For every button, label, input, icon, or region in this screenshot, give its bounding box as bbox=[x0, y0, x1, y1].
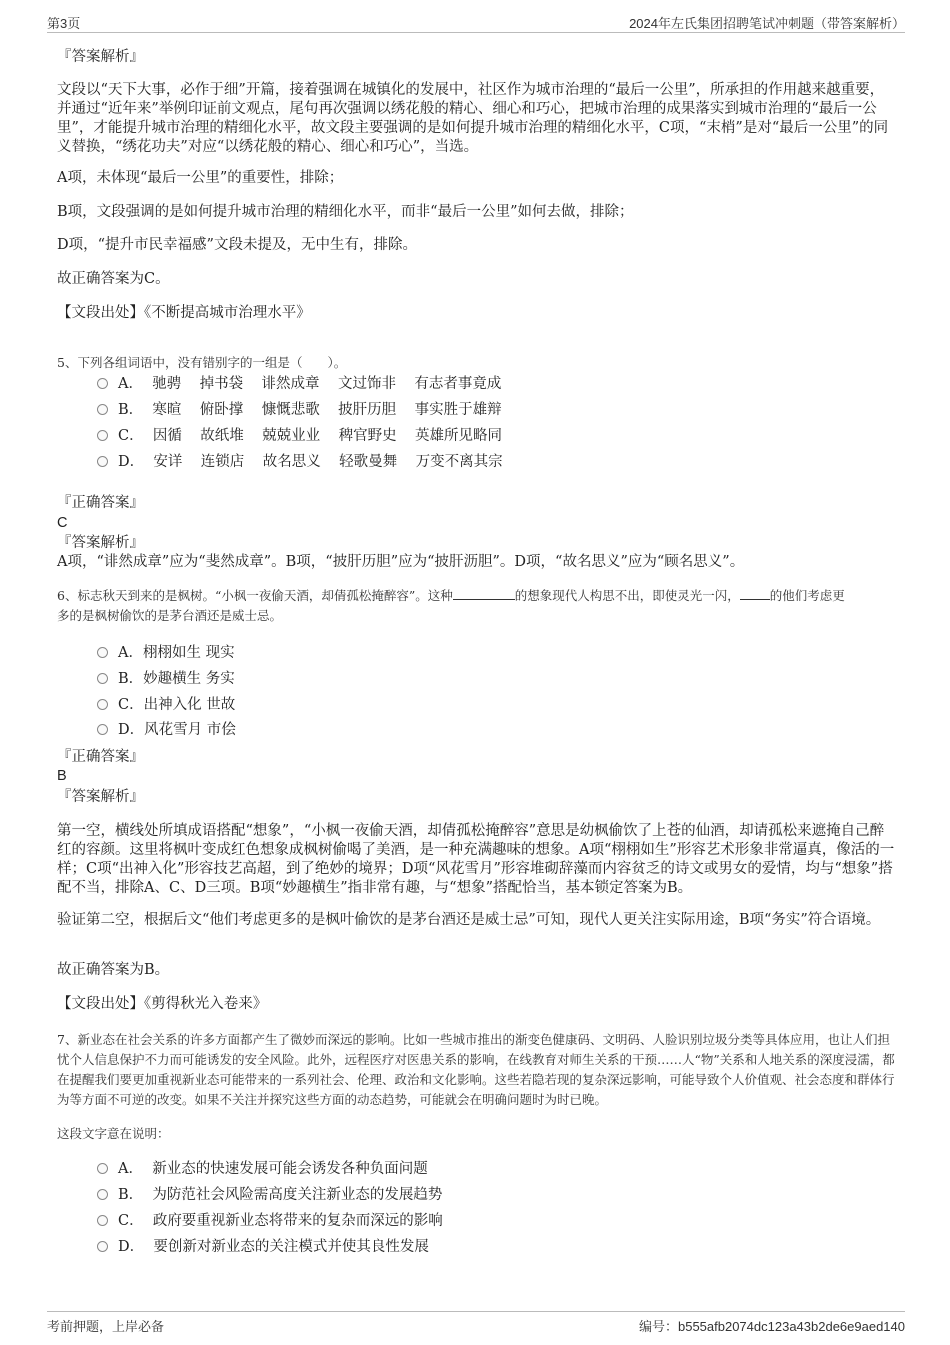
q4-analysis-label: 『答案解析』 bbox=[57, 49, 144, 65]
radio-icon[interactable] bbox=[97, 456, 108, 467]
q7-option-d[interactable] bbox=[97, 1237, 429, 1257]
document-title: 2024年左氏集团招聘笔试冲刺题（带答案解析） bbox=[629, 16, 905, 31]
q7-question: 7、新业态在社会关系的许多方面都产生了微妙而深远的影响。比如一些城市推出的渐变色健康码、文明码、人脸识别垃圾分类等具体应用，也让人们担忧个人信息保护不力而可能诱发的安全风险。此外，远程医疗对医患关系的影响，在线教育对师生关系的干预……人“物”关系和人地关系的深度浸濡，都在提醒我们要更加重视新业态可能带来的一系列社会、伦理、政治和文化影响。这些若隐若现的复杂深远影响，可能导致个人价值观、社会态度和群体行为等方面不可逆的改变。如果不关注并探究这些方面的动态趋势，可能就会在明确问题时为时已晚。 bbox=[57, 1032, 895, 1107]
q5-option-a[interactable] bbox=[97, 374, 501, 394]
option-label: A．栩栩如生 现实 bbox=[118, 645, 235, 661]
blank-2 bbox=[740, 586, 770, 600]
q4-analysis-para4: D项，“提升市民幸福感”文段未提及，无中生有，排除。 bbox=[57, 237, 417, 253]
q5-answer: C bbox=[57, 515, 68, 531]
q5-analysis-label: 『答案解析』 bbox=[57, 535, 144, 551]
option-label: B． 为防范社会风险需高度关注新业态的发展趋势 bbox=[118, 1187, 443, 1203]
radio-icon[interactable] bbox=[97, 1163, 108, 1174]
page-number: 第3页 bbox=[47, 16, 81, 31]
q6-conclusion: 故正确答案为B。 bbox=[57, 962, 170, 978]
q4-conclusion: 故正确答案为C。 bbox=[57, 271, 170, 287]
q4-analysis-para3: B项，文段强调的是如何提升城市治理的精细化水平，而非“最后一公里”如何去做，排除； bbox=[57, 204, 634, 220]
q6-question-line2: 多的是枫树偷饮的是茅台酒还是威士忌。 bbox=[57, 608, 283, 623]
radio-icon[interactable] bbox=[97, 404, 108, 415]
radio-icon[interactable] bbox=[97, 1189, 108, 1200]
q5-option-b[interactable] bbox=[97, 400, 502, 420]
q6-question bbox=[57, 586, 897, 626]
radio-icon[interactable] bbox=[97, 699, 108, 710]
document-id: 编号：b555afb2074dc123a43b2de6e9aed140 bbox=[638, 1319, 905, 1334]
q5-answer-label: 『正确答案』 bbox=[57, 495, 144, 511]
page-header bbox=[47, 10, 905, 33]
q6-option-c[interactable] bbox=[97, 695, 235, 715]
q6-question-part1: 6、标志秋天到来的是枫树。“小枫一夜偷天酒，却倩孤松掩醉容”。这种 bbox=[57, 588, 453, 603]
q5-option-c[interactable] bbox=[97, 426, 502, 446]
radio-icon[interactable] bbox=[97, 378, 108, 389]
q6-question-part2: 的想象现代人构思不出，即使灵光一闪， bbox=[514, 588, 740, 603]
option-label: A． 驰骋 掉书袋 诽然成章 文过饰非 有志者事竟成 bbox=[118, 376, 502, 392]
radio-icon[interactable] bbox=[97, 673, 108, 684]
q6-answer-label: 『正确答案』 bbox=[57, 749, 144, 765]
q7-option-c[interactable] bbox=[97, 1211, 443, 1231]
option-label: B． 寒暄 俯卧撑 慷慨悲歌 披肝历胆 事实胜于雄辩 bbox=[118, 402, 502, 418]
q6-analysis-para1: 第一空，横线处所填成语搭配“想象”，“小枫一夜偷天酒，却倩孤松掩醉容”意思是幼枫偷饮了上苍的仙酒，却请孤松来遮掩自己醉红的容颜。这里将枫叶变成红色想象成枫树偷喝了美酒，是一种充满趣味的想象。A项“栩栩如生”形容艺术形象非常逼真，像活的一样；C项“出神入化”形容技艺高超，到了绝妙的境界；D项“风花雪月”形容堆砌辞藻而内容贫乏的诗文或男女的爱情，均与“想象”搭配不当，排除A、C、D三项。B项“妙趣横生”指非常有趣，与“想象”搭配恰当，基本锁定答案为B。 bbox=[57, 823, 895, 896]
radio-icon[interactable] bbox=[97, 1215, 108, 1226]
q6-analysis-label: 『答案解析』 bbox=[57, 789, 144, 805]
q7-prompt: 这段文字意在说明： bbox=[57, 1126, 170, 1141]
q6-option-a[interactable] bbox=[97, 643, 235, 663]
q4-analysis-para2: A项，未体现“最后一公里”的重要性，排除； bbox=[57, 170, 344, 186]
q6-option-b[interactable] bbox=[97, 669, 235, 689]
blank-1 bbox=[453, 586, 515, 600]
option-label: C． 因循 故纸堆 兢兢业业 稗官野史 英雄所见略同 bbox=[118, 428, 503, 444]
radio-icon[interactable] bbox=[97, 647, 108, 658]
radio-icon[interactable] bbox=[97, 724, 108, 735]
q5-question: 5、下列各组词语中，没有错别字的一组是（ ）。 bbox=[57, 355, 347, 370]
option-label: C．出神入化 世故 bbox=[118, 697, 236, 713]
q6-source: 【文段出处】《剪得秋光入卷来》 bbox=[57, 996, 268, 1012]
q6-option-d[interactable] bbox=[97, 720, 236, 740]
radio-icon[interactable] bbox=[97, 1241, 108, 1252]
footer-slogan: 考前押题，上岸必备 bbox=[47, 1320, 165, 1335]
q7-option-b[interactable] bbox=[97, 1185, 442, 1205]
option-label: D． 安详 连锁店 故名思义 轻歌曼舞 万变不离其宗 bbox=[118, 454, 503, 470]
option-label: C． 政府要重视新业态将带来的复杂而深远的影响 bbox=[118, 1213, 443, 1229]
radio-icon[interactable] bbox=[97, 430, 108, 441]
q5-option-d[interactable] bbox=[97, 452, 503, 472]
q6-analysis-para2: 验证第二空，根据后文“他们考虑更多的是枫叶偷饮的是茅台酒还是威士忌”可知，现代人更关注实际用途，B项“务实”符合语境。 bbox=[57, 912, 881, 928]
q6-question-part3: 的他们考虑更 bbox=[769, 588, 845, 603]
page-footer bbox=[47, 1311, 905, 1336]
option-label: A． 新业态的快速发展可能会诱发各种负面问题 bbox=[118, 1161, 428, 1177]
q4-analysis-para1: 文段以“天下大事，必作于细”开篇，接着强调在城镇化的发展中，社区作为城市治理的“最后一公里”，所承担的作用越来越重要，并通过“近年来”举例印证前文观点，尾句再次强调以绣花般的精心、细心和巧心，把城市治理的成果落实到城市治理的“最后一公里”，才能提升城市治理的精细化水平，故文段主要强调的是如何提升城市治理的精细化水平，C项，“末梢”是对“最后一公里”的同义替换，“绣花功夫”对应“以绣花般的精心、细心和巧心”，当选。 bbox=[57, 82, 889, 155]
q7-option-a[interactable] bbox=[97, 1159, 428, 1179]
option-label: D． 要创新对新业态的关注模式并使其良性发展 bbox=[118, 1239, 429, 1255]
q4-source: 【文段出处】《不断提高城市治理水平》 bbox=[57, 305, 311, 321]
q5-analysis: A项，“诽然成章”应为“斐然成章”。B项，“披肝历胆”应为“披肝沥胆”。D项，“故名思义”应为“顾名思义”。 bbox=[57, 554, 745, 570]
option-label: D．风花雪月 市侩 bbox=[118, 722, 236, 738]
q6-answer: B bbox=[57, 768, 67, 784]
option-label: B．妙趣横生 务实 bbox=[118, 671, 235, 687]
